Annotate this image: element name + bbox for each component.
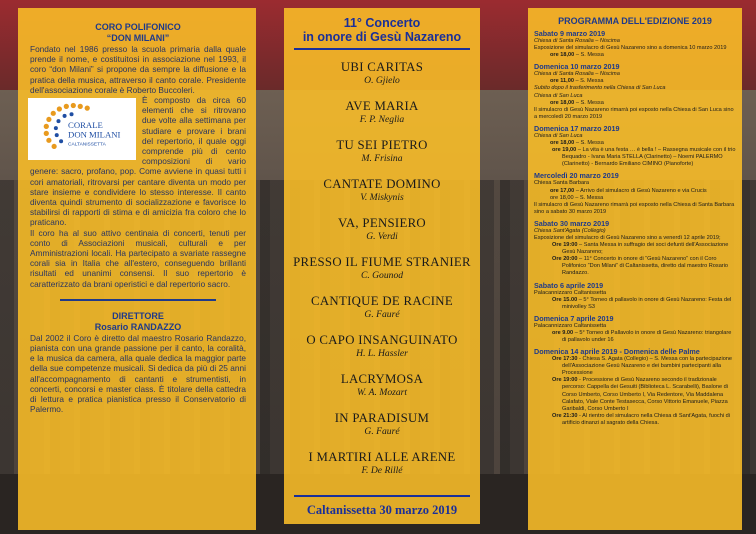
program-line: Chiesa di Santa Rosalia – Niscima bbox=[534, 71, 620, 78]
piece-author: M. Frisina bbox=[361, 153, 403, 164]
program-time: Ore 19:00 bbox=[552, 242, 578, 249]
program-text: – S. Messa bbox=[574, 140, 604, 147]
program-time: ore 18,00 bbox=[550, 140, 575, 147]
program-time: Ore 17:30 bbox=[552, 356, 578, 363]
program-line: Palacannizzaro Caltanissetta bbox=[534, 289, 607, 296]
program-text: - Al rientro del simulacro nella Chiesa di Sant'Agata, fuochi di artificio dinanzi al sagrato della Chiesa. bbox=[562, 412, 730, 426]
program-piece bbox=[290, 255, 474, 282]
program-line: Chiesa di San Luca bbox=[534, 92, 583, 99]
program-day: Sabato 30 marzo 2019 bbox=[534, 218, 610, 228]
section-divider bbox=[60, 299, 216, 301]
program-time: ore 19,00 bbox=[552, 147, 577, 154]
program-piece bbox=[290, 60, 474, 87]
program-line bbox=[534, 256, 736, 277]
coro-paragraph-3: Il coro ha al suo attivo centinaia di concerti, tenuti per conto di Associazioni musicali, culturali e per Amministrazioni locali. Ha partecipato a svariate rassegne corali sia in Italia che all'estero, conseguendo brillanti risultati ed unanimi consensi. Il suo repertorio è caratterizzato da brani operistici e dal repertorio sacro. bbox=[30, 227, 246, 289]
program-piece bbox=[290, 450, 474, 477]
program-line: Subito dopo il trasferimento nella Chiesa di San Luca bbox=[534, 85, 666, 92]
program-text: – Santa Messa in suffragio dei soci defunti dell'Associazione Gesù Nazareno; bbox=[562, 242, 729, 256]
program-text: – Arrivo del simulacro di Gesù Nazareno e via Crucis bbox=[574, 187, 707, 194]
piece-author: W. A. Mozart bbox=[356, 387, 408, 398]
piece-title: IN PARADISUM bbox=[334, 411, 430, 425]
program-line bbox=[534, 356, 736, 377]
program-line: Chiesa Santa Barbara bbox=[534, 180, 590, 187]
concert-title-line1: 11° Concerto bbox=[343, 16, 421, 30]
piece-title: I MARTIRI ALLE ARENE bbox=[308, 450, 456, 464]
program-line bbox=[534, 147, 736, 168]
program-day: Domenica 14 aprile 2019 - Domenica delle Palme bbox=[534, 347, 700, 357]
program-line: Il simulacro di Gesù Nazareno rimarrà poi esposto nella Chiesa di San Luca sino a mercoledì 20 marzo 2019 bbox=[534, 106, 734, 120]
piece-author: F. De Rillé bbox=[361, 465, 403, 476]
coro-title-line2: “DON MILANI” bbox=[106, 33, 170, 43]
logo-text-1: CORALE bbox=[68, 120, 103, 131]
program-line bbox=[534, 188, 736, 195]
program-time: ore 9.00 bbox=[552, 329, 574, 336]
program-text: – S. Messa bbox=[573, 194, 604, 201]
program-line bbox=[534, 195, 736, 202]
program-time: Ore 15.00 bbox=[552, 296, 578, 303]
program-line: Esposizione del simulacro di Gesù Nazareno sino a domenica 10 marzo 2019 bbox=[534, 45, 727, 52]
piece-title: UBI CARITAS bbox=[340, 60, 424, 74]
piece-author: G. Fauré bbox=[364, 309, 400, 320]
concert-title bbox=[290, 16, 474, 44]
program-piece bbox=[290, 411, 474, 438]
panel-programma bbox=[528, 8, 742, 530]
director-paragraph: Dal 2002 il Coro è diretto dal maestro Rosario Randazzo, pianista con una grande passione per il canto, la coralità, e la musica da camera, alla quale dedica la maggior parte della sue competenze musicali. Si dedica da più di 25 anni all'accompagnamento di cantanti e strumentisti, in concerti, concorsi e master class. È titolare della cattedra di lettura e pratica pianistica presso il Conservatorio di Palermo. bbox=[30, 332, 246, 415]
program-day: Domenica 7 aprile 2019 bbox=[534, 313, 614, 323]
director-name: Rosario RANDAZZO bbox=[94, 321, 182, 332]
piece-title: CANTATE DOMINO bbox=[323, 177, 441, 191]
piece-title: VA, PENSIERO bbox=[338, 216, 426, 230]
director-heading bbox=[30, 311, 246, 333]
program-piece bbox=[290, 294, 474, 321]
program-text: – S. Messa bbox=[573, 78, 604, 85]
coro-paragraph-1: Fondato nel 1986 presso la scuola primaria dalla quale prende il nome, e costituitosi in associazione nel 1993, il coro “don Milani” si propone da sempre la diffusione e la pratica della musica, attraverso il canto corale. Presidente dell'associazione corale è Roberto Buccoleri. bbox=[30, 44, 246, 95]
program-piece bbox=[290, 372, 474, 399]
program-line bbox=[534, 297, 736, 311]
piece-author: H. L. Hassler bbox=[356, 348, 408, 359]
program-line bbox=[534, 377, 736, 412]
coro-paragraph-2 bbox=[30, 95, 246, 228]
program-day: Mercoledì 20 marzo 2019 bbox=[534, 171, 619, 181]
program-time: ore 18,00 bbox=[550, 194, 574, 201]
director-title: DIRETTORE bbox=[112, 310, 164, 321]
concert-date-place: Caltanissetta 30 marzo 2019 bbox=[306, 503, 458, 517]
panel-concerto bbox=[284, 8, 480, 524]
program-line: Chiesa Sant'Agata (Collegio) bbox=[534, 227, 606, 234]
program-piece bbox=[290, 333, 474, 360]
program-line bbox=[534, 100, 736, 107]
program-text: – 5° Torneo di Pallavolo in onore di Gesù Nazareno: triangolare di pallavolo under 16 bbox=[562, 329, 732, 343]
concert-title-line2: in onore di Gesù Nazareno bbox=[302, 30, 462, 44]
program-line bbox=[534, 242, 736, 256]
program-time: Ore 20:00 bbox=[552, 256, 578, 263]
program-piece bbox=[290, 216, 474, 243]
piece-author: O. Gjielo bbox=[364, 75, 400, 86]
piece-title: TU SEI PIETRO bbox=[336, 138, 428, 152]
concert-footer bbox=[284, 495, 480, 518]
program-line bbox=[534, 52, 736, 59]
program-line bbox=[534, 330, 736, 344]
program-day: Sabato 9 marzo 2019 bbox=[534, 29, 606, 38]
piece-author: G. Fauré bbox=[364, 426, 400, 437]
program-day: Domenica 10 marzo 2019 bbox=[534, 62, 620, 72]
logo-text-2: DON MILANI bbox=[68, 129, 121, 140]
program-text: – S. Messa bbox=[574, 99, 604, 106]
title-rule bbox=[294, 48, 470, 50]
program-text: – La vita è una festa … è bella ! – Rassegna musicale con il trio Bequadro - Ivana Maria STELLA (Clarinetto) – Noemi PALERMO (Clarinetto) - Bernardo Emiliano CIMINO (Pianoforte) bbox=[562, 147, 736, 168]
program-time: Ore 21:30 bbox=[552, 412, 578, 419]
coro-title-line1: CORO POLIFONICO bbox=[95, 22, 181, 32]
program-text: – 5° Torneo di pallavolo in onore di Gesù Nazareno: Festa del minivolley S3 bbox=[562, 296, 732, 310]
piece-title: AVE MARIA bbox=[345, 99, 419, 113]
program-line: Palacannizzaro Caltanissetta bbox=[534, 322, 607, 329]
corale-logo bbox=[28, 98, 136, 160]
panel-coro bbox=[18, 8, 256, 530]
program-day: Sabato 6 aprile 2019 bbox=[534, 280, 604, 290]
program-text: – 11° Concerto in onore di “Gesù Nazareno” con il Coro Polifonico “Don Milani” di Caltanissetta, diretto dal maestro Rosario Randazzo. bbox=[562, 256, 729, 277]
coro-title bbox=[30, 22, 246, 44]
piece-author: C. Gounod bbox=[360, 270, 404, 281]
piece-author: F. P. Neglia bbox=[359, 114, 405, 125]
program-piece bbox=[290, 177, 474, 204]
program-line: Il simulacro di Gesù Nazareno rimarrà poi esposto nella Chiesa di Santa Barbara sino a sabato 30 marzo 2019 bbox=[534, 201, 735, 215]
corale-logo-icon bbox=[32, 102, 132, 156]
program-day: Domenica 17 marzo 2019 bbox=[534, 123, 620, 133]
program-line: Chiesa di Santa Rosalia – Niscima bbox=[534, 38, 620, 44]
program-piece bbox=[290, 138, 474, 165]
piece-title: PRESSO IL FIUME STRANIER bbox=[293, 255, 471, 269]
piece-title: O CAPO INSANGUINATO bbox=[306, 333, 458, 347]
program-text: – S. Messa bbox=[574, 52, 604, 59]
piece-title: LACRYMOSA bbox=[340, 372, 424, 386]
program-line bbox=[534, 78, 736, 85]
program-line bbox=[534, 140, 736, 147]
program-piece bbox=[290, 99, 474, 126]
coro-paragraph-2-text: È composto da circa 60 elementi che si ritrovano due volte alla settimana per studiare e provare i brani del repertorio, il quale oggi comprende più di cento composizioni di vario genere: sacro, profano, pop. Come avviene in quasi tutti i cori amatoriali, ritrovarsi per cantare diventa un modo per stare insieme e condividere lo stesso interesse. Il canto diventa quindi strumento di socializzazione e favorisce lo stabilirsi di rapporti di stima e di amicizia fra coloro che lo praticano. bbox=[30, 95, 246, 228]
program-time: ore 17,00 bbox=[550, 187, 575, 194]
program-time: ore 11,00 bbox=[550, 78, 574, 85]
piece-author: G. Verdi bbox=[366, 231, 398, 242]
piece-author: V. Miskynis bbox=[360, 192, 404, 203]
program-list bbox=[290, 60, 474, 477]
program-time: ore 18,00 bbox=[550, 99, 575, 106]
program-text: - Processione di Gesù Nazareno secondo il tradizionale percorso: Cappella dei Gesuiti (Biblioteca L. Scarabelli), Baslone di Corso Umberto, Corso Umberto I, Via Redentore, Via Maddalena Calafato, Viale Conte Testasecca, Corso Vittorio Emanuele, Piazza Garibaldi, Corso Umberto I bbox=[562, 377, 729, 412]
piece-title: CANTIQUE DE RACINE bbox=[311, 294, 453, 308]
logo-text-3: CALTANISSETTA bbox=[68, 142, 106, 148]
program-time: ore 18,00 bbox=[550, 52, 575, 59]
program-line: Chiesa di San Luca bbox=[534, 132, 583, 139]
program-title: PROGRAMMA DELL'EDIZIONE 2019 bbox=[558, 16, 712, 26]
footer-rule bbox=[294, 495, 470, 497]
program-line bbox=[534, 413, 736, 427]
program-text: - Chiesa S. Agata (Collegio) – S. Messa con la partecipazione dell'Associazione Gesù Nazareno e dei bambini partecipanti alla Processione bbox=[562, 356, 733, 377]
program-time: Ore 19:00 bbox=[552, 377, 578, 384]
program-line: Esposizione del simulacro di Gesù Nazareno sino a venerdì 12 aprile 2019; bbox=[534, 234, 721, 241]
